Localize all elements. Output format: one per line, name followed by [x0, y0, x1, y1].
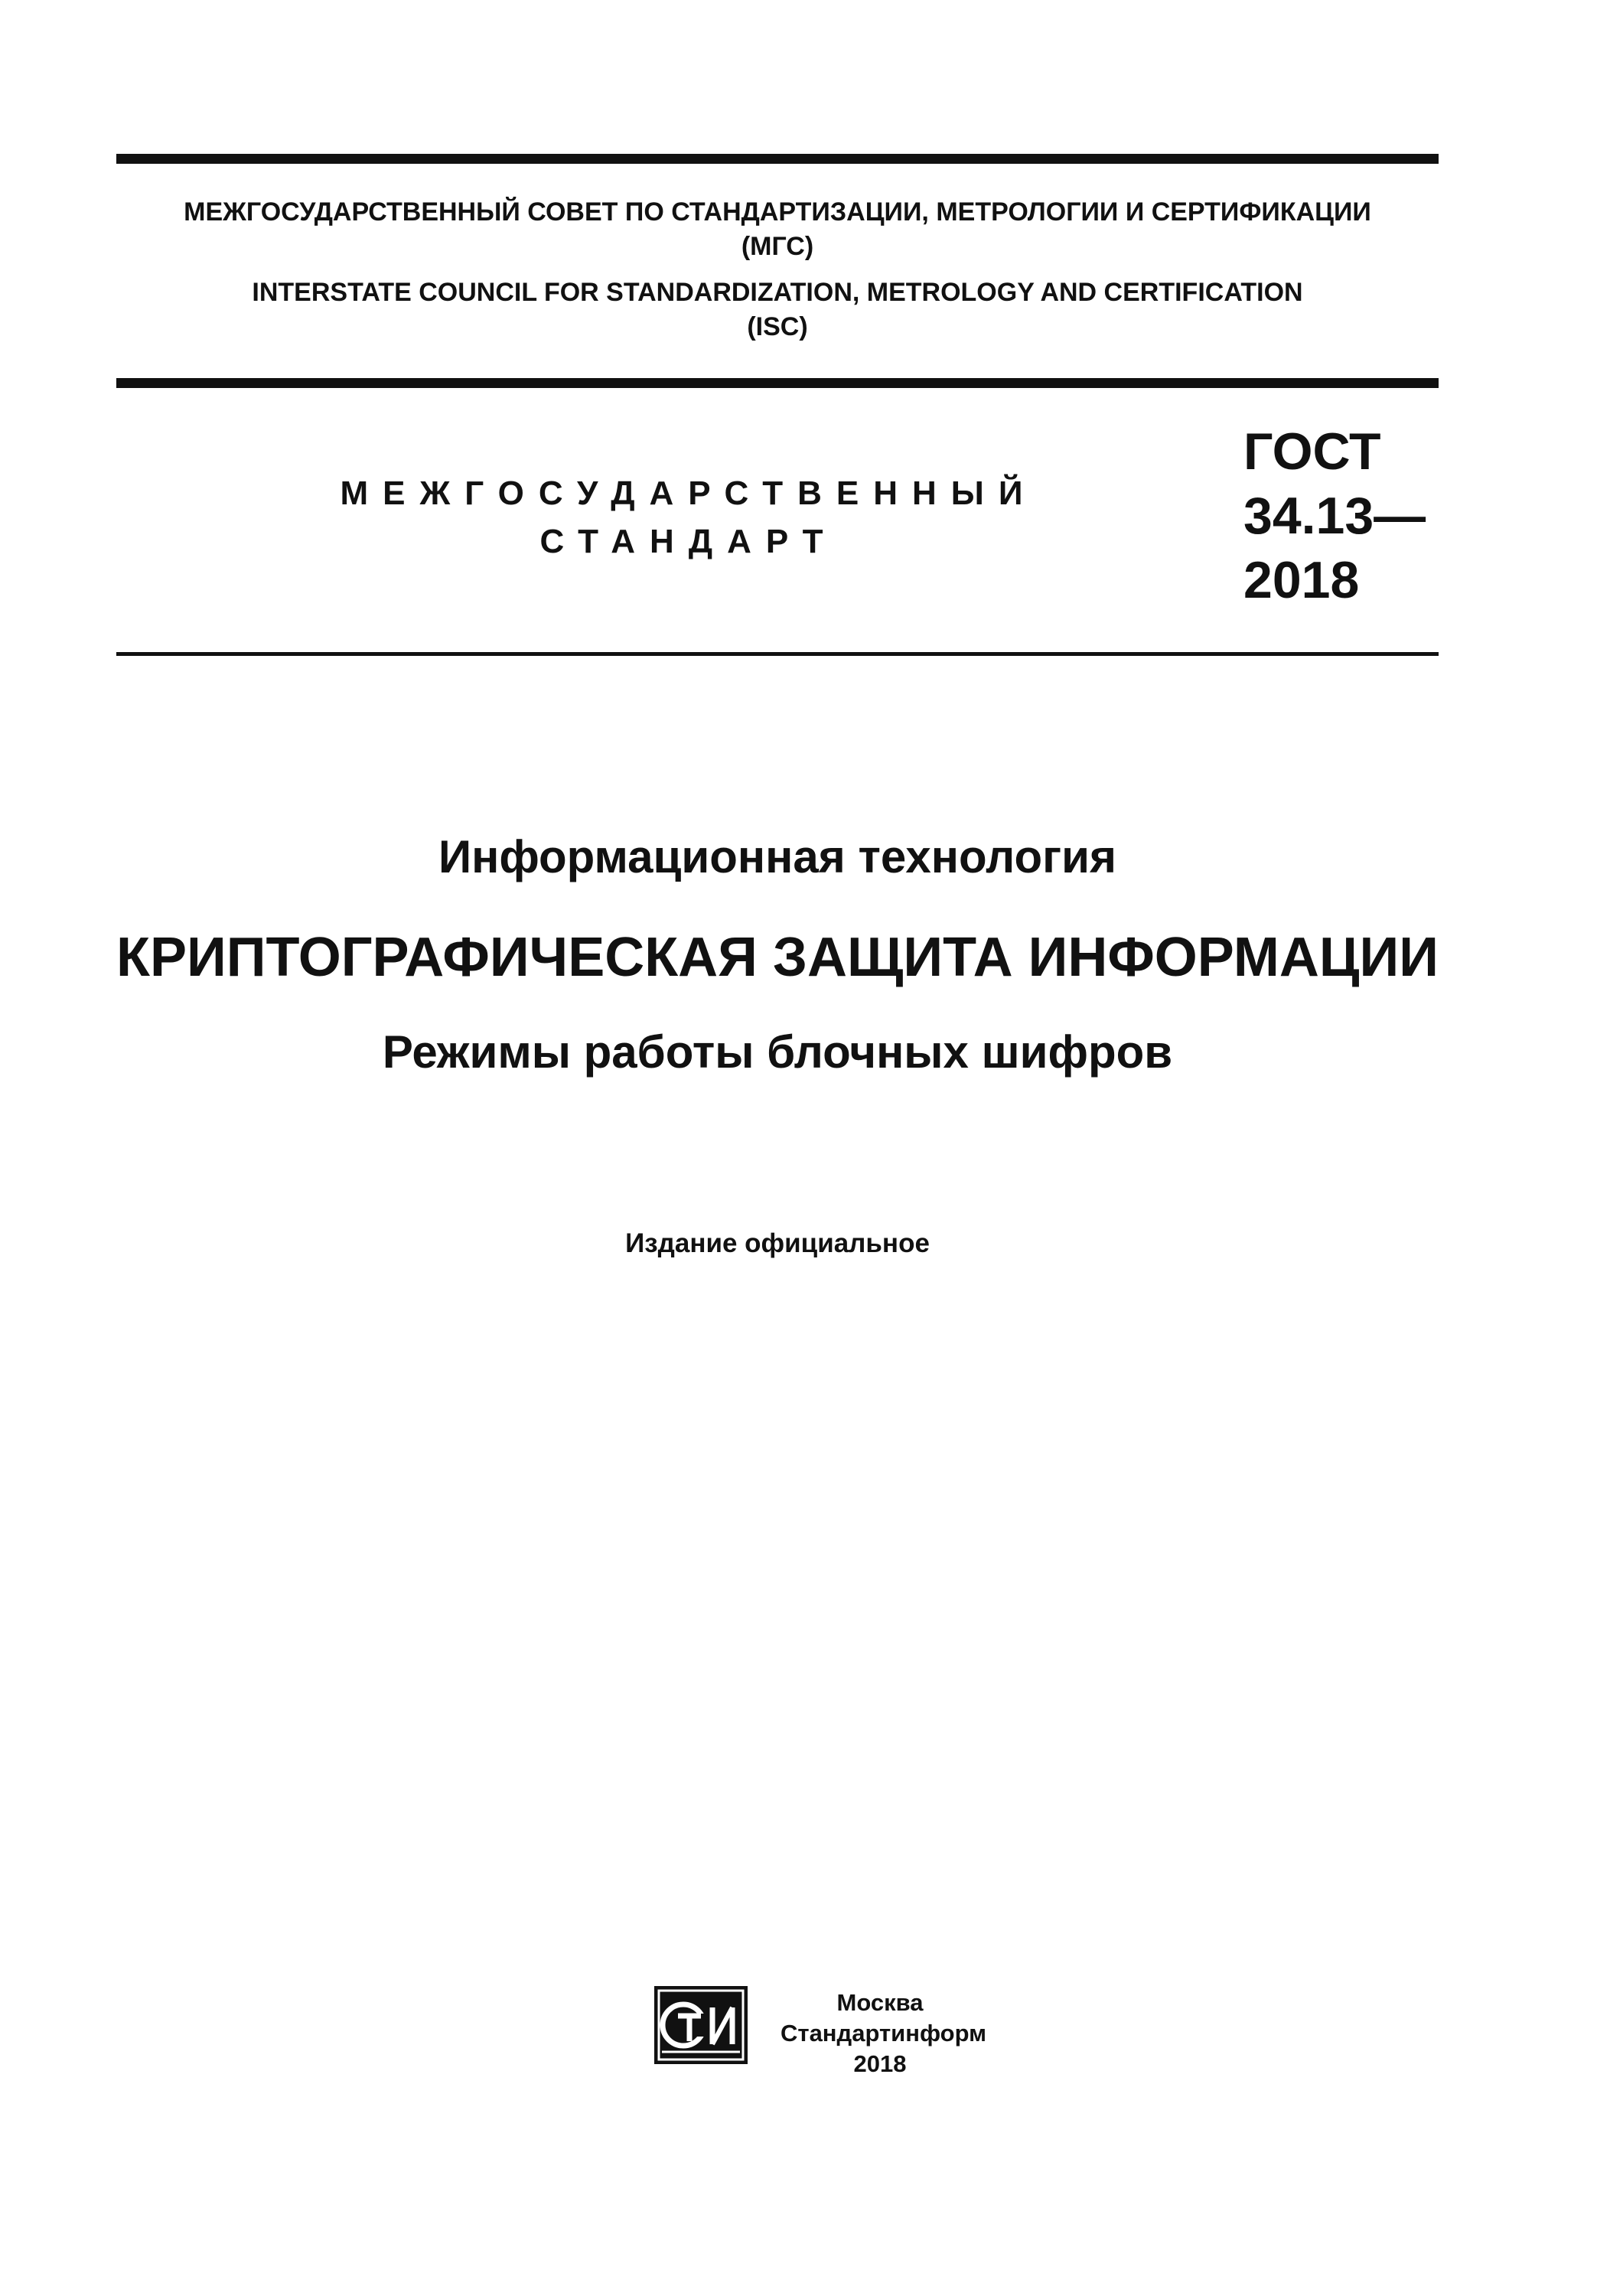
standartinform-logo-icon: [654, 1986, 748, 2064]
publisher-year: 2018: [853, 2050, 907, 2077]
title-line2: КРИПТОГРАФИЧЕСКАЯ ЗАЩИТА ИНФОРМАЦИИ: [116, 927, 1439, 988]
title-line3: Режимы работы блочных шифров: [382, 1026, 1173, 1078]
title-line1: Информационная технология: [438, 831, 1117, 882]
top-rule: [116, 154, 1439, 164]
standard-type-line1: МЕЖГОСУДАРСТВЕННЫЙ: [340, 475, 1038, 512]
gost-number: 34.13—: [1243, 487, 1426, 545]
council-name-en: INTERSTATE COUNCIL FOR STANDARDIZATION, METROLOGY AND CERTIFICATION: [252, 278, 1303, 307]
publisher-info: [781, 1988, 987, 2079]
gost-year: 2018: [1243, 551, 1360, 609]
edition-note: Издание официальное: [625, 1228, 930, 1258]
publisher-name: Стандартинформ: [781, 2020, 987, 2047]
council-abbr-en: (ISC): [747, 312, 808, 341]
gost-label: ГОСТ: [1243, 422, 1381, 481]
council-abbr-ru: (МГС): [741, 232, 814, 261]
designation-rule: [116, 652, 1439, 656]
council-name-ru: МЕЖГОСУДАРСТВЕННЫЙ СОВЕТ ПО СТАНДАРТИЗАЦИИ, МЕТРОЛОГИИ И СЕРТИФИКАЦИИ: [184, 197, 1371, 227]
publisher-city: Москва: [836, 1989, 924, 2016]
standard-type-line2: СТАНДАРТ: [539, 523, 838, 560]
header-rule: [116, 378, 1439, 388]
gost-designation: [1243, 419, 1426, 612]
